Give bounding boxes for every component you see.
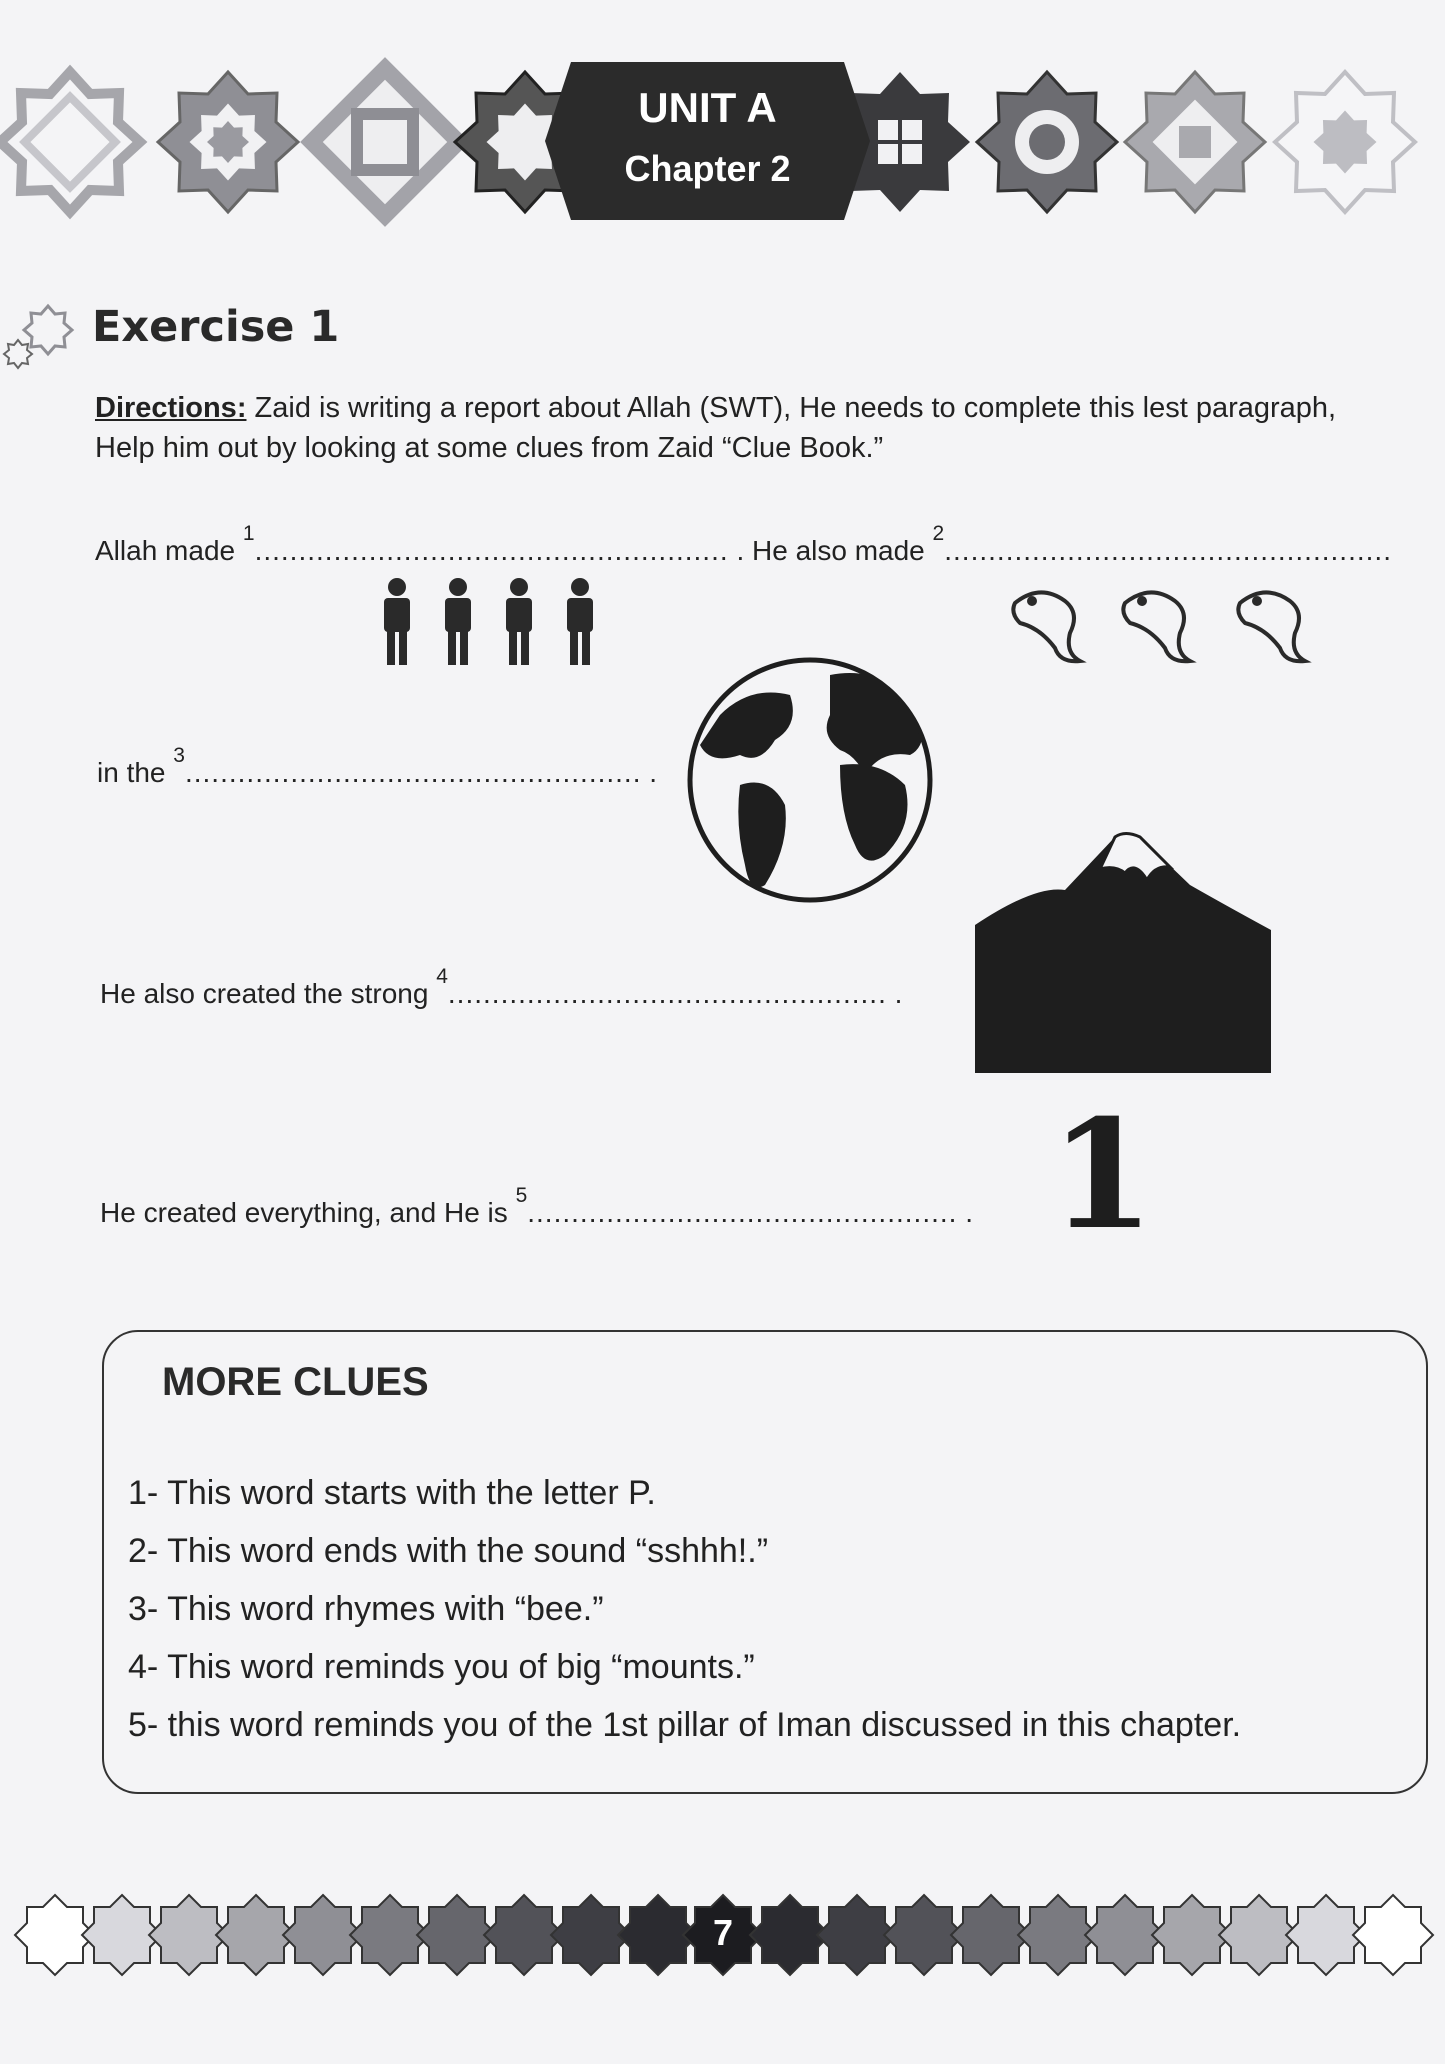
period: . — [649, 757, 658, 788]
sentence-5 — [100, 1184, 973, 1229]
person-figure — [567, 578, 593, 665]
blank-4[interactable]: .................................................. — [447, 978, 887, 1009]
clue-item: 4- This word reminds you of big “mounts.” — [128, 1648, 755, 1686]
earth-picture — [680, 655, 950, 905]
blank-4-number: 4 — [436, 965, 448, 988]
blank-3-number: 3 — [173, 744, 185, 767]
blank-5-number: 5 — [515, 1184, 528, 1207]
exercise-title: Exercise 1 — [92, 302, 340, 352]
chapter-title: Chapter 2 — [624, 148, 791, 189]
sentence-4 — [100, 965, 903, 1010]
people-picture — [375, 577, 615, 667]
person-figure — [384, 578, 410, 665]
blank-2[interactable]: ................................................... — [944, 535, 1392, 566]
person-figure — [445, 578, 471, 665]
more-clues-title: MORE CLUES — [162, 1360, 429, 1404]
sentence-3-text: in the — [97, 757, 166, 788]
clue-item: 5- this word reminds you of the 1st pillar of Iman discussed in this chapter. — [128, 1706, 1242, 1744]
ornament-tile-2 — [158, 72, 298, 212]
ornament-tile-7 — [1125, 72, 1265, 212]
unit-title: UNIT A — [638, 84, 777, 131]
ornament-tile-6 — [977, 72, 1117, 212]
ornament-tile-8 — [1275, 72, 1415, 212]
clue-item: 2- This word ends with the sound “sshhh!.” — [128, 1532, 769, 1570]
mountain-picture — [975, 825, 1275, 1075]
directions-paragraph — [95, 388, 1345, 468]
sentence-1 — [95, 522, 1392, 567]
sentence-4-text: He also created the strong — [100, 978, 429, 1009]
clue-item: 1- This word starts with the letter P. — [128, 1474, 656, 1512]
fish-figure — [1238, 592, 1305, 661]
blank-1[interactable]: ...................................................... — [254, 535, 729, 566]
sentence-3 — [97, 744, 658, 789]
fish-figure — [1013, 592, 1080, 661]
period: . — [965, 1197, 973, 1228]
blank-3[interactable]: .................................................... — [184, 757, 642, 788]
blank-5[interactable]: ................................................. — [527, 1197, 958, 1228]
fish-figure — [1123, 592, 1190, 661]
sentence-2-text: . He also made — [736, 535, 925, 566]
blank-1-number: 1 — [242, 522, 255, 545]
flower-star-icon — [0, 298, 80, 378]
ornament-tile-1 — [0, 72, 140, 212]
blank-2-number: 2 — [932, 522, 945, 545]
fish-picture — [1000, 575, 1320, 665]
directions-text: Zaid is writing a report about Allah (SWT), He needs to complete this lest paragraph, Help him out by looking at some clues from Zaid “Clue Book.” — [95, 392, 1337, 464]
sentence-1-text: Allah made — [95, 535, 236, 566]
sentence-5-text: He created everything, and He is — [100, 1197, 508, 1228]
number-one-picture: 1 — [1050, 1087, 1155, 1263]
page-number: 7 — [712, 1912, 734, 1953]
person-figure — [506, 578, 532, 665]
directions-label: Directions: — [95, 392, 247, 424]
period: . — [894, 978, 903, 1009]
ornament-tile-3 — [300, 57, 470, 227]
clue-item: 3- This word rhymes with “bee.” — [128, 1590, 604, 1628]
